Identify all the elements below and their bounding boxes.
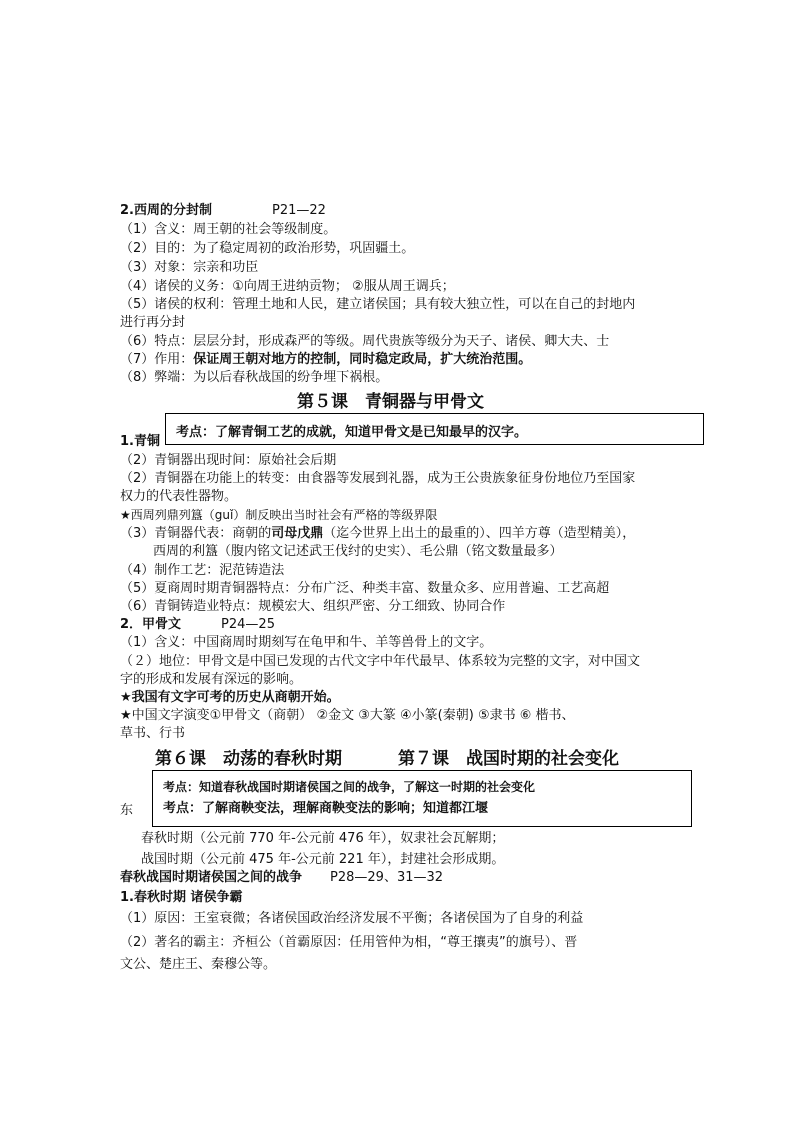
text-line: （5）夏商周时期青铜器特点：分布广泛、种类丰富、数量众多、应用普遍、工艺高超 <box>120 581 610 596</box>
text-line: （1）含义：周王朝的社会等级制度。 <box>120 222 337 237</box>
rep-bold: 司母戊鼎 <box>271 526 324 541</box>
heading-text: 春秋战国时期诸侯国之间的战争 <box>120 870 303 885</box>
kaodian-box-lesson67 <box>152 770 692 827</box>
section-heading-bronze: 1.青铜 <box>120 434 160 449</box>
text-line-evolution: ★中国文字演变①甲骨文（商朝） ②金文 ③大篆 ④小篆(秦朝) ⑤隶书 ⑥ 楷书、 <box>120 708 575 723</box>
star-note: ★西周列鼎列簋（guǐ）制反映出当时社会有严格的等级界限 <box>120 508 438 522</box>
page-ref: P28—29、31—32 <box>330 870 444 885</box>
text-line: （6）特点：层层分封，形成森严的等级。周代贵族等级分为天子、诸侯、卿大夫、士 <box>120 334 610 349</box>
lesson-6-title: 第６课 动荡的春秋时期 <box>155 749 342 769</box>
text-line: （2）著名的霸主：齐桓公（首霸原因：任用管仲为相，“尊王攘夷”的旗号）、晋 <box>120 935 578 950</box>
text-line: （２）地位：甲骨文是中国已发现的古代文字中年代最早、体系较为完整的文字，对中国文 <box>120 654 641 669</box>
text-line: （8）弊端：为以后春秋战国的纷争埋下祸根。 <box>120 370 389 385</box>
text-line: 权力的代表性器物。 <box>120 489 238 504</box>
kaodian-text-2: 考点：了解商鞅变法，理解商鞅变法的影响；知道都江堰 <box>163 801 489 816</box>
text-line: （6）青铜铸造业特点：规模宏大、组织严密、分工细致、协同合作 <box>120 599 506 614</box>
text-fragment: 东 <box>120 803 134 818</box>
text-line: （2）青铜器出现时间：原始社会后期 <box>120 453 337 468</box>
section-heading-fenfeng <box>120 202 326 219</box>
text-line: 文公、楚庄王、秦穆公等。 <box>120 957 277 972</box>
section-heading-oracle <box>120 616 275 633</box>
text-line: （4）制作工艺：泥范铸造法 <box>120 563 285 578</box>
text-line-effect <box>120 351 531 368</box>
kaodian-text: 考点：了解青铜工艺的成就，知道甲骨文是已知最早的汉字。 <box>176 425 528 440</box>
text-line-representatives <box>120 525 635 542</box>
kaodian-box-lesson5 <box>165 413 704 445</box>
line-label: （7）作用： <box>120 352 194 367</box>
text-line: 草书、行书 <box>120 726 186 741</box>
lesson-7-title: 第７课 战国时期的社会变化 <box>398 749 619 769</box>
page-ref: P24—25 <box>221 617 275 632</box>
text-line: 春秋时期（公元前 770 年-公元前 476 年），奴隶社会瓦解期； <box>141 831 505 846</box>
lesson-5-title: 第５课 青铜器与甲骨文 <box>297 392 484 412</box>
text-line: 字的形成和发展有深远的影响。 <box>120 672 303 687</box>
text-line: （2）目的：为了稳定周初的政治形势，巩固疆土。 <box>120 241 415 256</box>
heading-text: 2.西周的分封制 <box>120 203 212 218</box>
rep-suffix: （迄今世界上出土的最重的）、四羊方尊（造型精美）， <box>323 526 636 541</box>
page-ref: P21—22 <box>271 203 326 218</box>
section-heading-hegemony: 1.春秋时期 诸侯争霸 <box>120 890 243 905</box>
text-line: （5）诸侯的权利：管理土地和人民，建立诸侯国；具有较大独立性，可以在自己的封地内 <box>120 297 636 312</box>
text-line: （1）含义：中国商周时期刻写在龟甲和牛、羊等兽骨上的文字。 <box>120 635 493 650</box>
text-line: 进行再分封 <box>120 315 186 330</box>
text-line: 西周的利簋（腹内铭文记述武王伐纣的史实）、毛公鼎（铭文数量最多） <box>153 544 563 559</box>
section-heading-wars <box>120 869 443 886</box>
text-line: （3）对象：宗亲和功臣 <box>120 260 259 275</box>
kaodian-text-1: 考点：知道春秋战国时期诸侯国之间的战争，了解这一时期的社会变化 <box>163 780 536 794</box>
text-line: （4）诸侯的义务：①向周王进纳贡物； ②服从周王调兵； <box>120 279 455 294</box>
text-line: （1）原因：王室衰微；各诸侯国政治经济发展不平衡；各诸侯国为了自身的利益 <box>120 911 584 926</box>
bold-text: 保证周王朝对地方的控制，同时稳定政局，扩大统治范围。 <box>193 352 532 367</box>
star-note-bold: ★我国有文字可考的历史从商朝开始。 <box>120 690 340 705</box>
text-line: （2）青铜器在功能上的转变：由食器等发展到礼器，成为王公贵族象征身份地位乃至国家 <box>120 471 636 486</box>
rep-prefix: （3）青铜器代表：商朝的 <box>120 526 272 541</box>
text-line: 战国时期（公元前 475 年-公元前 221 年），封建社会形成期。 <box>141 852 505 867</box>
heading-text: 2．甲骨文 <box>120 617 182 632</box>
